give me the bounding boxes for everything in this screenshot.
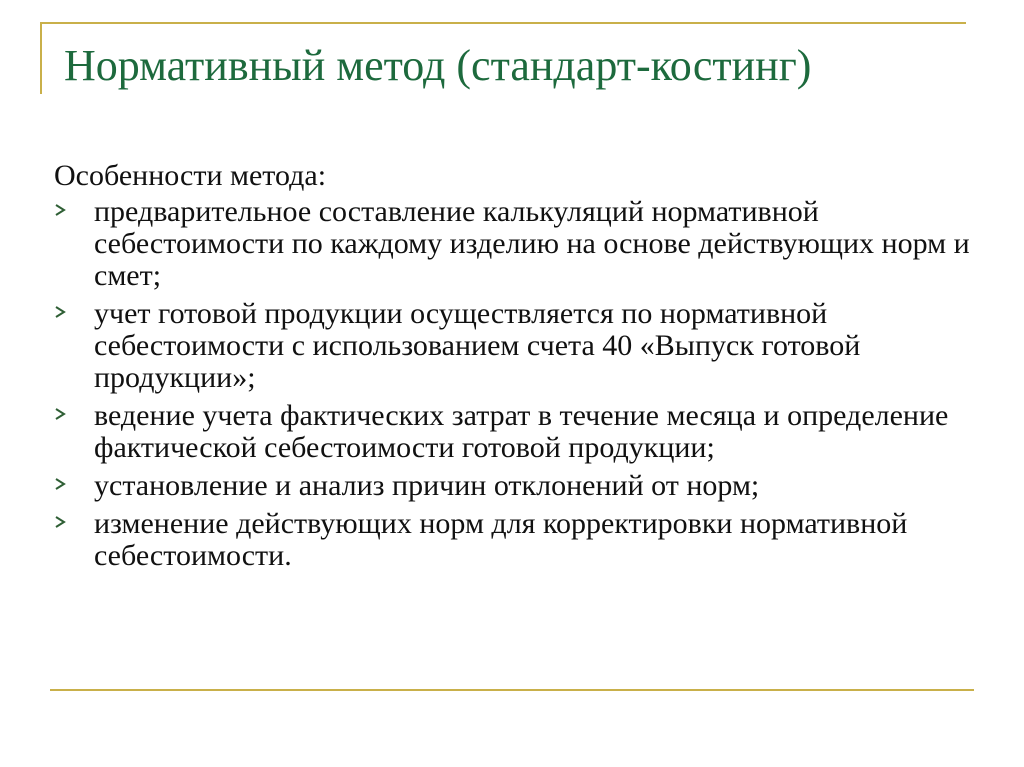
feature-list — [54, 196, 994, 572]
list-item — [54, 508, 994, 572]
chevron-right-icon — [54, 407, 68, 421]
list-item — [54, 470, 994, 502]
list-item-text: установление и анализ причин отклонений от норм; — [94, 469, 760, 502]
chevron-right-icon — [54, 305, 68, 319]
chevron-right-icon — [54, 203, 68, 217]
list-item-text: изменение действующих норм для корректировки нормативной себестоимости. — [94, 507, 908, 572]
list-item-text: предварительное составление калькуляций нормативной себестоимости по каждому изделию на основе действующих норм и смет; — [94, 195, 970, 292]
list-item-text: ведение учета фактических затрат в течение месяца и определение фактической себестоимости готовой продукции; — [94, 399, 949, 464]
bottom-rule — [50, 689, 974, 691]
slide-title: Нормативный метод (стандарт-костинг) — [64, 41, 812, 90]
top-rule — [40, 22, 966, 24]
left-rule — [40, 22, 42, 94]
list-item-text: учет готовой продукции осуществляется по нормативной себестоимости с использованием счета 40 «Выпуск готовой продукции»; — [94, 297, 861, 394]
chevron-right-icon — [54, 515, 68, 529]
list-item — [54, 196, 994, 292]
slide-content — [54, 160, 994, 578]
list-item — [54, 298, 994, 394]
list-item — [54, 400, 994, 464]
intro-text: Особенности метода: — [54, 159, 327, 192]
chevron-right-icon — [54, 477, 68, 491]
